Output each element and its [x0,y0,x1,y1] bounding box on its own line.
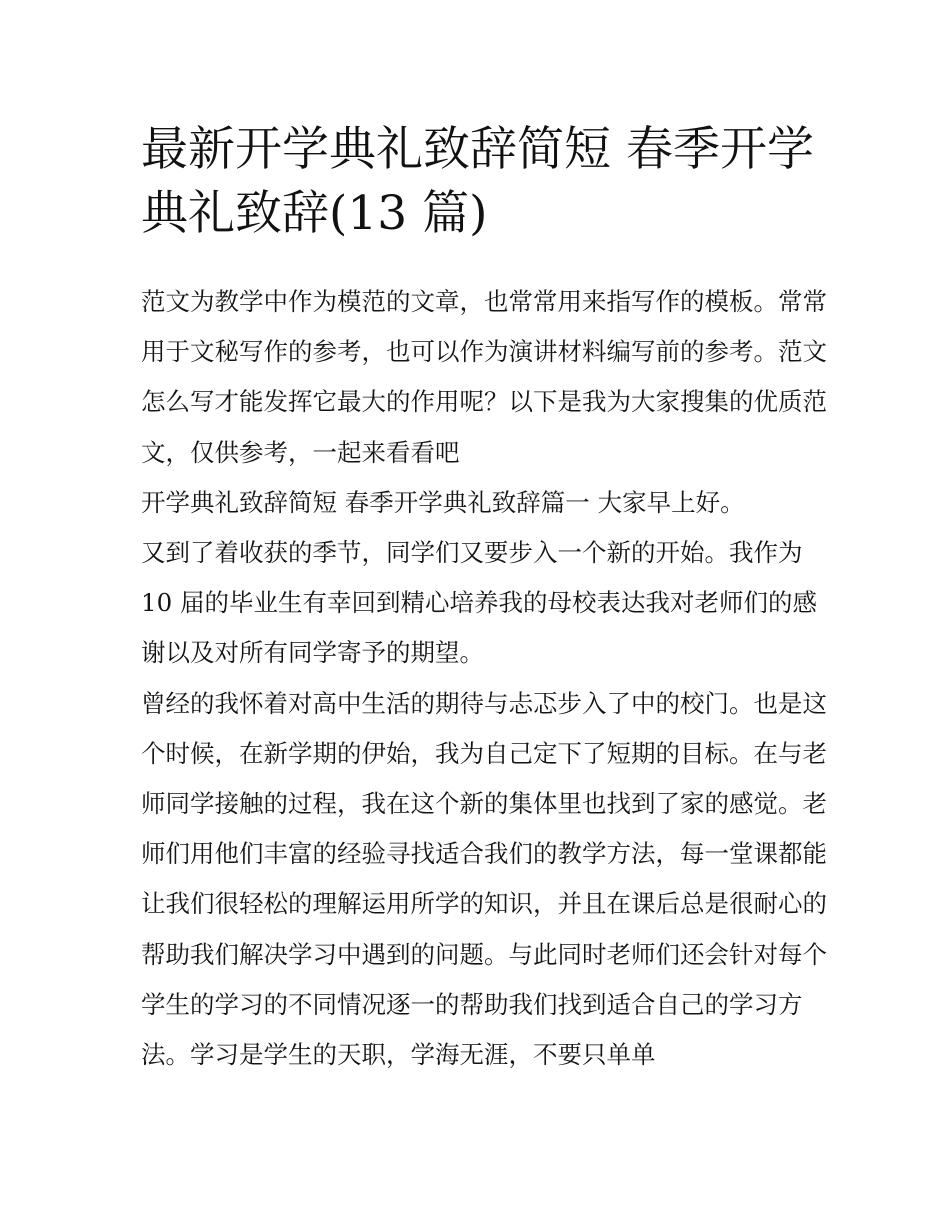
paragraph-season: 又到了着收获的季节，同学们又要步入一个新的开始。我作为10 届的毕业生有幸回到精心培养我的母校表达我对老师们的感谢以及对所有同学寄予的期望。 [141,538,817,668]
paragraph-greeting: 开学典礼致辞简短 春季开学典礼致辞篇一 大家早上好。 [141,487,745,517]
paragraph-intro: 范文为教学中作为模范的文章，也常常用来指写作的模板。常常用于文秘写作的参考，也可以作为演讲材料编写前的参考。范文怎么写才能发挥它最大的作用呢？以下是我为大家搜集的优质范文，仅供参考，一起来看看吧 [141,287,827,467]
paragraph-memory: 曾经的我怀着对高中生活的期待与忐忑步入了中的校门。也是这个时候，在新学期的伊始，我为自己定下了短期的目标。在与老师同学接触的过程，我在这个新的集体里也找到了家的感觉。老师们用他们丰富的经验寻找适合我们的教学方法，每一堂课都能让我们很轻松的理解运用所学的知识，并且在课后总是很耐心的帮助我们解决学习中遇到的问题。与此同时老师们还会针对每个学生的学习的不同情况逐一的帮助我们找到适合自己的学习方法。学习是学生的天职，学海无涯，不要只单单 [141,688,827,1070]
document-title: 最新开学典礼致辞简短 春季开学典礼致辞(13 篇) [141,122,814,241]
document-body [141,277,831,1080]
